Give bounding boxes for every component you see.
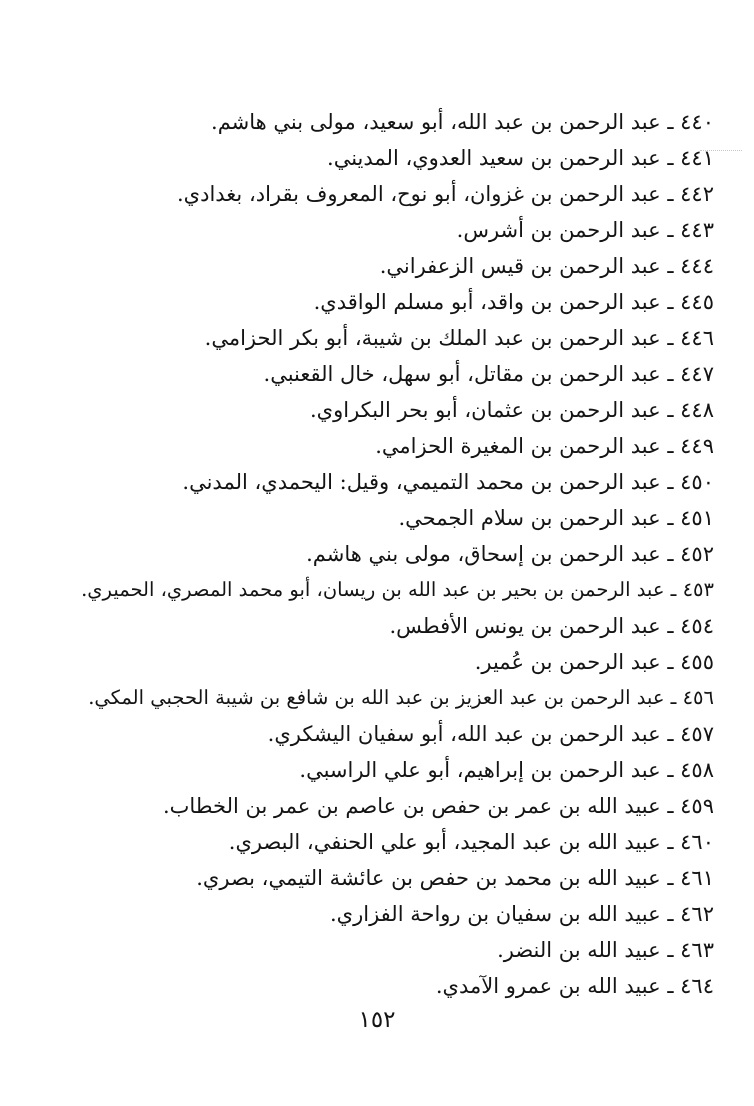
- list-item: ٤٤١ ـ عبد الرحمن بن سعيد العدوي، المديني.: [327, 146, 714, 170]
- list-item: ٤٥١ ـ عبد الرحمن بن سلام الجمحي.: [398, 506, 714, 530]
- list-item: ٤٤٢ ـ عبد الرحمن بن غزوان، أبو نوح، المعروف بقراد، بغدادي.: [176, 182, 714, 206]
- list-item: ٤٦٢ ـ عبيد الله بن سفيان بن رواحة الفزاري.: [330, 902, 714, 926]
- list-item: ٤٥٩ ـ عبيد الله بن عمر بن حفص بن عاصم بن عمر بن الخطاب.: [162, 794, 714, 818]
- list-item: ٤٥٣ ـ عبد الرحمن بن بحير بن عبد الله بن ريسان، أبو محمد المصري، الحميري.: [81, 578, 714, 601]
- list-item: ٤٦١ ـ عبيد الله بن محمد بن حفص بن عائشة التيمي، بصري.: [196, 866, 714, 890]
- list-item: ٤٦٤ ـ عبيد الله بن عمرو الآمدي.: [435, 974, 714, 998]
- list-item: ٤٦٠ ـ عبيد الله بن عبد المجيد، أبو علي الحنفي، البصري.: [228, 830, 714, 854]
- list-item: ٤٥٠ ـ عبد الرحمن بن محمد التميمي، وقيل: اليحمدي، المدني.: [182, 470, 714, 494]
- list-item: ٤٤٣ ـ عبد الرحمن بن أشرس.: [456, 218, 714, 242]
- list-item: ٤٥٧ ـ عبد الرحمن بن عبد الله، أبو سفيان اليشكري.: [267, 722, 714, 746]
- list-item: ٤٥٤ ـ عبد الرحمن بن يونس الأفطس.: [389, 614, 714, 638]
- list-item: ٤٤٤ ـ عبد الرحمن بن قيس الزعفراني.: [379, 254, 714, 278]
- list-item: ٤٥٨ ـ عبد الرحمن بن إبراهيم، أبو علي الراسبي.: [299, 758, 714, 782]
- list-item: ٤٤٩ ـ عبد الرحمن بن المغيرة الحزامي.: [375, 434, 714, 458]
- list-item: ٤٥٦ ـ عبد الرحمن بن عبد العزيز بن عبد الله بن شافع بن شيبة الحجبي المكي.: [88, 686, 714, 709]
- list-item: ٤٤٠ ـ عبد الرحمن بن عبد الله، أبو سعيد، مولى بني هاشم.: [211, 110, 714, 134]
- list-item: ٤٦٣ ـ عبيد الله بن النضر.: [497, 938, 714, 962]
- list-item: ٤٤٧ ـ عبد الرحمن بن مقاتل، أبو سهل، خال القعنبي.: [263, 362, 714, 386]
- list-item: ٤٥٢ ـ عبد الرحمن بن إسحاق، مولى بني هاشم.: [306, 542, 714, 566]
- page-number: ١٥٢: [358, 1007, 396, 1033]
- entry-list: [74, 104, 714, 1004]
- list-item: ٤٤٥ ـ عبد الرحمن بن واقد، أبو مسلم الواقدي.: [313, 290, 714, 314]
- list-item: ٤٤٨ ـ عبد الرحمن بن عثمان، أبو بحر البكراوي.: [309, 398, 714, 422]
- list-item: ٤٥٥ ـ عبد الرحمن بن عُمير.: [474, 650, 714, 674]
- list-item: ٤٤٦ ـ عبد الرحمن بن عبد الملك بن شيبة، أبو بكر الحزامي.: [204, 326, 714, 350]
